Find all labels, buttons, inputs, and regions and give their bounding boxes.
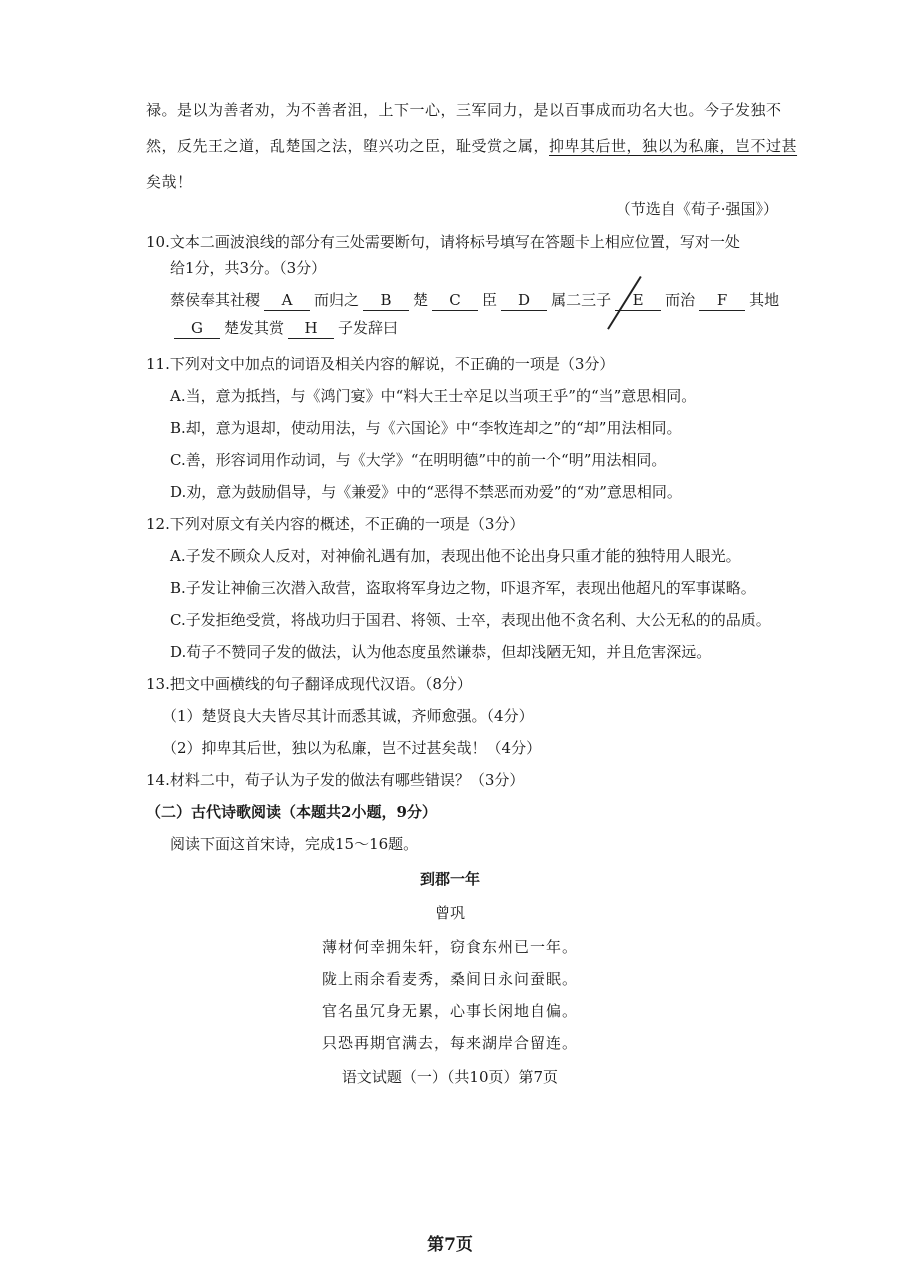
q11-option-c: C.善，形容词用作动词，与《大学》“在明明德”中的前一个“明”用法相同。 [170, 451, 667, 469]
q10-stem-line-2: 给1分，共3分。（3分） [170, 259, 327, 277]
q10-blank-g: G [174, 318, 220, 339]
q10-sentence-line-2 [170, 318, 398, 339]
passage-line-3: 矣哉！ [146, 173, 193, 191]
q11-option-d: D.劝，意为鼓励倡导，与《兼爱》中的“恶得不禁恶而劝爱”的“劝”意思相同。 [170, 483, 682, 501]
page-number: 第7页 [427, 1235, 473, 1255]
q10-stem-line-1: 10.文本二画波浪线的部分有三处需要断句，请将标号填写在答题卡上相应位置，写对一处 [146, 233, 740, 251]
q10-part: 臣 [482, 291, 498, 309]
q10-blank-a: A [264, 290, 310, 311]
q10-blank-e: E [615, 290, 661, 311]
q10-blank-f: F [699, 290, 745, 311]
passage-line-2 [146, 136, 797, 156]
q13-stem: 13.把文中画横线的句子翻译成现代汉语。（8分） [146, 675, 472, 693]
q10-part: 其地 [749, 291, 780, 309]
q11-option-b: B.却，意为退却，使动用法，与《六国论》中“李牧连却之”的“却”用法相同。 [170, 419, 682, 437]
section-intro: 阅读下面这首宋诗，完成15～16题。 [170, 835, 419, 853]
q10-part: 楚发其赏 [224, 319, 285, 337]
q14-stem: 14.材料二中，荀子认为子发的做法有哪些错误？（3分） [146, 771, 525, 789]
q12-option-d: D.荀子不赞同子发的做法，认为他态度虽然谦恭，但却浅陋无知，并且危害深远。 [170, 643, 712, 661]
passage-line-1: 禄。是以为善者劝，为不善者沮，上下一心，三军同力，是以百事成而功名大也。今子发独不 [146, 101, 782, 119]
q10-part: 楚 [413, 291, 429, 309]
q11-option-a: A.当，意为抵挡，与《鸿门宴》中“料大王士卒足以当项王乎”的“当”意思相同。 [170, 387, 697, 405]
poem-line-3: 官名虽冗身无累，心事长闲地自偏。 [321, 1002, 578, 1020]
q12-stem: 12.下列对原文有关内容的概述，不正确的一项是（3分） [146, 515, 525, 533]
passage-source: （节选自《荀子·强国》） [615, 200, 778, 218]
q10-blank-h: H [288, 318, 334, 339]
poem-line-4: 只恐再期官满去，每来湖岸合留连。 [321, 1034, 578, 1052]
q10-blank-c: C [432, 290, 478, 311]
poem-title: 到郡一年 [419, 870, 480, 888]
passage-line-2a: 然，反先王之道，乱楚国之法，堕兴功之臣，耻受赏之属， [146, 137, 550, 155]
poem-line-1: 薄材何幸拥朱轩，窃食东州已一年。 [321, 938, 578, 956]
q10-sentence-line-1 [170, 290, 779, 311]
section-heading: （二）古代诗歌阅读（本题共2小题，9分） [146, 803, 437, 821]
exam-footer: 语文试题（一）（共10页）第7页 [341, 1068, 559, 1086]
q13-item-2: （2）抑卑其后世，独以为私廉，岂不过甚矣哉！（4分） [162, 739, 542, 757]
q12-option-a: A.子发不顾众人反对，对神偷礼遇有加，表现出他不论出身只重才能的独特用人眼光。 [170, 547, 741, 565]
q10-part: 子发辞曰 [338, 319, 399, 337]
q12-option-c: C.子发拒绝受赏，将战功归于国君、将领、士卒，表现出他不贪名利、大公无私的的品质。 [170, 611, 771, 629]
q11-stem: 11.下列对文中加点的词语及相关内容的解说，不正确的一项是（3分） [146, 355, 615, 373]
q13-item-1: （1）楚贤良大夫皆尽其计而悉其诚，齐师愈强。（4分） [162, 707, 534, 725]
q12-option-b: B.子发让神偷三次潜入敌营，盗取将军身边之物，吓退齐军，表现出他超凡的军事谋略。 [170, 579, 756, 597]
poem-author: 曾巩 [434, 904, 465, 922]
q10-part: 而归之 [314, 291, 360, 309]
q10-blank-d: D [501, 290, 547, 311]
poem-line-2: 陇上雨余看麦秀，桑间日永问蚕眠。 [321, 970, 578, 988]
passage-underlined-sentence: 抑卑其后世，独以为私廉，岂不过甚 [549, 137, 798, 155]
q10-part: 而治 [665, 291, 696, 309]
q10-blank-b: B [363, 290, 409, 311]
q10-part: 蔡侯奉其社稷 [170, 291, 261, 309]
q10-part: 属二三子 [551, 291, 612, 309]
